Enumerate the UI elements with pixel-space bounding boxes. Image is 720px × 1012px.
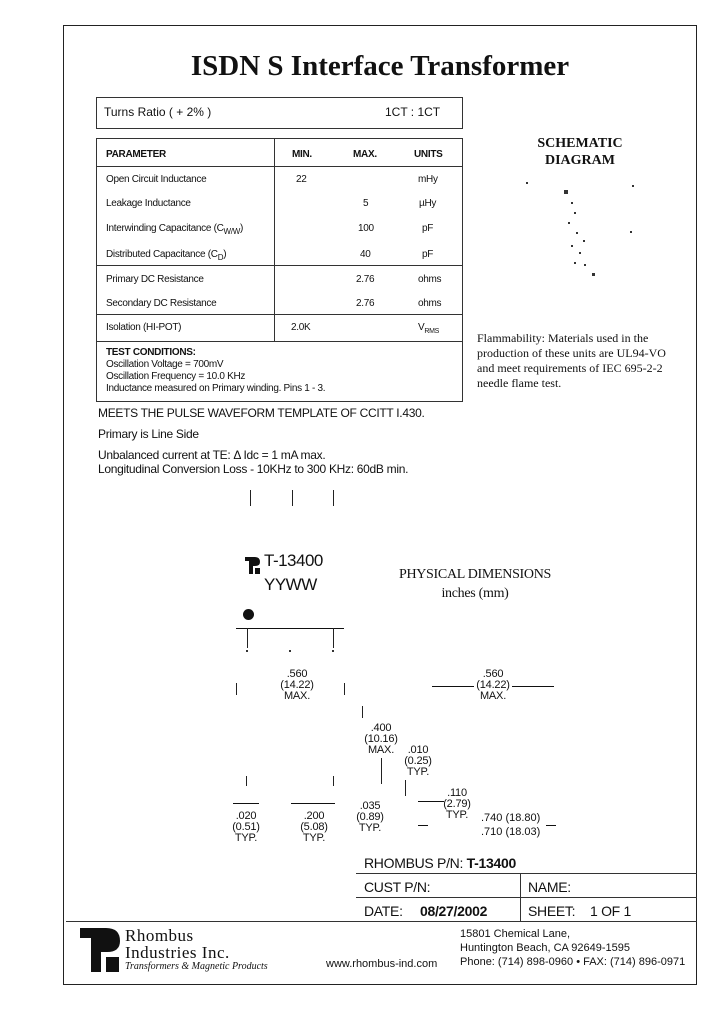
company-website[interactable]: www.rhombus-ind.com bbox=[326, 958, 438, 970]
test-condition-line: Inductance measured on Primary winding. Pins 1 - 3. bbox=[106, 383, 326, 394]
units-subscript: RMS bbox=[424, 328, 440, 335]
pn-value: T-13400 bbox=[466, 855, 516, 871]
note-line: Unbalanced current at TE: Δ Idc = 1 mA max. bbox=[98, 448, 326, 462]
turns-ratio-label: Turns Ratio ( + 2% ) bbox=[104, 105, 212, 119]
company-phone: Phone: (714) 898-0960 • FAX: (714) 896-0971 bbox=[460, 956, 686, 968]
dim-text: (5.08) bbox=[300, 821, 328, 833]
table-row-min: 2.0K bbox=[291, 322, 311, 333]
note-line: Longitudinal Conversion Loss - 10KHz to 300 KHz: 60dB min. bbox=[98, 462, 409, 476]
dim-row-span-min: .710 (18.03) bbox=[481, 826, 541, 838]
table-row-units: mHy bbox=[418, 174, 438, 185]
table-row-max: 5 bbox=[363, 198, 369, 209]
dim-text: (0.89) bbox=[356, 811, 384, 823]
dim-text: .200 bbox=[303, 810, 325, 822]
sheet-value: 1 OF 1 bbox=[590, 903, 631, 919]
dim-text: .400 bbox=[370, 722, 392, 734]
param-text: Interwinding Capacitance (C bbox=[106, 223, 224, 234]
table-row-units: pF bbox=[422, 249, 434, 260]
turns-ratio-value: 1CT : 1CT bbox=[385, 105, 441, 119]
rhombus-logo bbox=[80, 928, 122, 972]
param-subscript: D bbox=[217, 253, 224, 262]
company-name-1: Rhombus bbox=[125, 926, 194, 945]
table-row-param: Interwinding Capacitance $(C_{W/W})$ bbox=[106, 223, 243, 236]
dim-text: MAX. bbox=[479, 690, 507, 702]
company-address-1: 15801 Chemical Lane, bbox=[460, 928, 571, 940]
table-row-max: 2.76 bbox=[356, 274, 375, 285]
table-row-max: 100 bbox=[358, 223, 374, 234]
schematic-title-line: SCHEMATIC bbox=[537, 136, 623, 151]
dim-text: MAX. bbox=[367, 744, 395, 756]
dim-text: (14.22) bbox=[280, 679, 314, 691]
name-label: NAME: bbox=[528, 879, 571, 895]
table-row-max: 2.76 bbox=[356, 298, 375, 309]
physical-dimensions-title bbox=[390, 565, 560, 603]
param-subscript: W/W bbox=[223, 227, 240, 236]
dim-lead-width bbox=[226, 811, 266, 844]
dim-text: .560 bbox=[482, 668, 504, 680]
dim-text: .020 bbox=[235, 810, 257, 822]
param-text: Distributed Capacitance (C bbox=[106, 249, 218, 260]
physical-line: inches (mm) bbox=[441, 586, 509, 601]
pin1-dot bbox=[243, 609, 254, 620]
company-address-2: Huntington Beach, CA 92649-1595 bbox=[460, 942, 631, 954]
dim-text: TYP. bbox=[302, 832, 326, 844]
table-row-units: ohms bbox=[418, 298, 442, 309]
date-label: DATE: bbox=[364, 903, 403, 919]
table-row-units: µHy bbox=[419, 198, 437, 209]
dim-standoff bbox=[437, 788, 477, 821]
dim-text: (0.51) bbox=[232, 821, 260, 833]
table-row-units: ohms bbox=[418, 274, 442, 285]
table-row-param: Distributed Capacitance $(C_D)$ bbox=[106, 249, 227, 262]
flammability-note bbox=[477, 331, 666, 391]
dim-text: .010 bbox=[407, 744, 429, 756]
flammability-line: needle flame test. bbox=[477, 376, 562, 390]
physical-line: PHYSICAL DIMENSIONS bbox=[398, 567, 552, 582]
header-max: MAX. bbox=[353, 149, 377, 160]
dim-lead-width-2 bbox=[350, 801, 390, 834]
schematic-title bbox=[500, 135, 660, 169]
table-row-max: 40 bbox=[360, 249, 371, 260]
table-row-units: pF bbox=[422, 223, 434, 234]
dim-text: (2.79) bbox=[443, 798, 471, 810]
note-line: Primary is Line Side bbox=[98, 427, 199, 441]
table-row-param: Secondary DC Resistance bbox=[106, 298, 217, 309]
marking-date-code: YYWW bbox=[264, 575, 317, 594]
table-row-units bbox=[418, 322, 439, 335]
table-row-param: Primary DC Resistance bbox=[106, 274, 204, 285]
dim-text: (14.22) bbox=[476, 679, 510, 691]
table-row-param: Open Circuit Inductance bbox=[106, 174, 207, 185]
dim-text: TYP. bbox=[406, 766, 430, 778]
header-parameter: PARAMETER bbox=[106, 149, 166, 160]
schematic-title-line: DIAGRAM bbox=[545, 153, 615, 168]
table-row-min: 22 bbox=[296, 174, 307, 185]
title-block-pn bbox=[364, 855, 516, 871]
table-row-param: Leakage Inductance bbox=[106, 198, 191, 209]
flammability-line: production of these units are UL94-VO bbox=[477, 346, 666, 360]
dim-text: TYP. bbox=[445, 809, 469, 821]
dim-text: .110 bbox=[447, 787, 467, 799]
test-condition-line: Oscillation Voltage = 700mV bbox=[106, 359, 224, 370]
units-text: V bbox=[418, 322, 425, 333]
header-units: UNITS bbox=[414, 149, 443, 160]
flammability-line: Flammability: Materials used in the bbox=[477, 331, 649, 345]
dim-text: .035 bbox=[359, 800, 381, 812]
dim-text: (10.16) bbox=[364, 733, 398, 745]
pn-label: RHOMBUS P/N: bbox=[364, 855, 464, 871]
test-conditions-title: TEST CONDITIONS: bbox=[106, 347, 196, 358]
note-line: MEETS THE PULSE WAVEFORM TEMPLATE OF CCITT I.430. bbox=[98, 406, 425, 420]
sheet-label: SHEET: bbox=[528, 903, 576, 919]
cust-pn-label: CUST P/N: bbox=[364, 879, 431, 895]
table-row-param: Isolation (HI-POT) bbox=[106, 322, 182, 333]
dim-text: TYP. bbox=[234, 832, 258, 844]
company-name-2: Industries Inc. bbox=[125, 943, 230, 962]
flammability-line: and meet requirements of IEC 695-2-2 bbox=[477, 361, 663, 375]
document-title: ISDN S Interface Transformer bbox=[190, 50, 570, 82]
dim-text: .560 bbox=[286, 668, 308, 680]
dim-width-right bbox=[468, 669, 518, 702]
dim-text: TYP. bbox=[358, 822, 382, 834]
marking-part: T-13400 bbox=[264, 551, 323, 570]
date-value: 08/27/2002 bbox=[420, 903, 488, 919]
dim-text: (0.25) bbox=[404, 755, 432, 767]
dim-pitch bbox=[292, 811, 336, 844]
test-condition-line: Oscillation Frequency = 10.0 KHz bbox=[106, 371, 246, 382]
dim-lead-thickness bbox=[398, 745, 438, 778]
dim-text: MAX. bbox=[283, 690, 311, 702]
rhombus-logo-mark bbox=[245, 557, 261, 574]
company-tagline: Transformers & Magnetic Products bbox=[125, 961, 268, 972]
dim-width-left bbox=[272, 669, 322, 702]
header-min: MIN. bbox=[292, 149, 312, 160]
dim-row-span-max: .740 (18.80) bbox=[481, 812, 541, 824]
